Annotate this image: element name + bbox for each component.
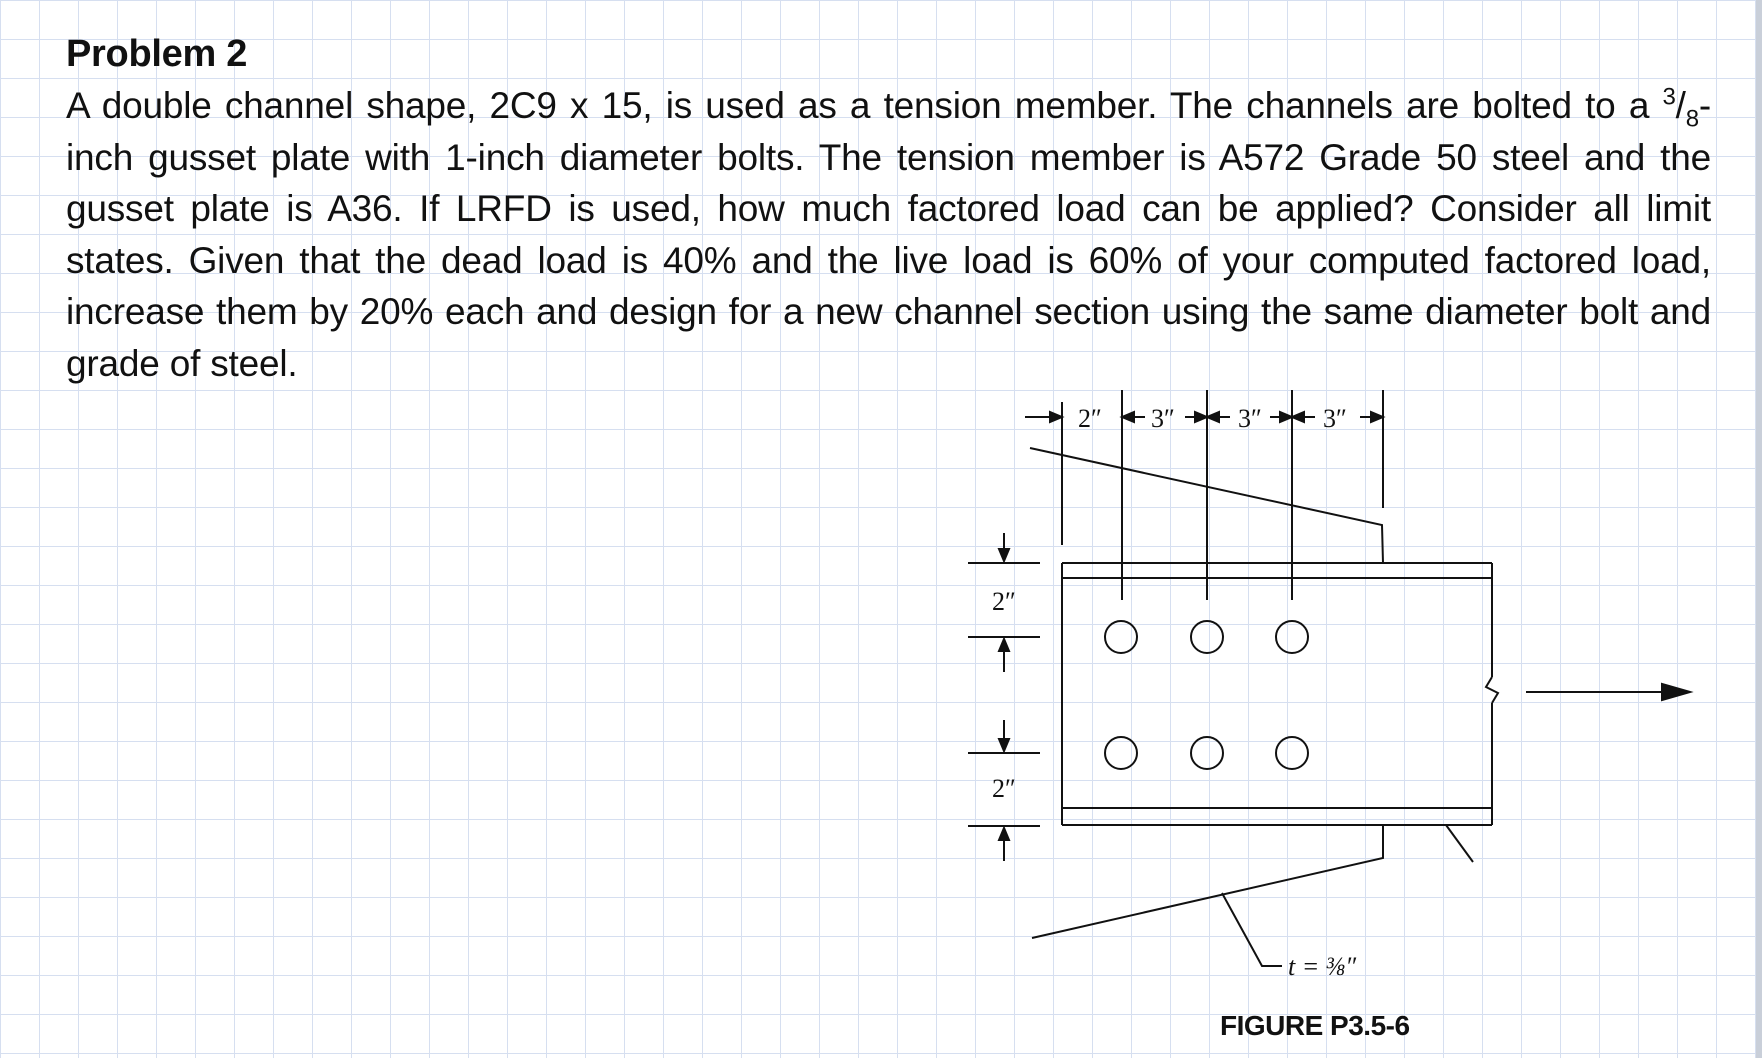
dim-2in-top: 2″ xyxy=(992,587,1016,616)
dim-3in-pitch-2: 3″ xyxy=(1238,404,1262,433)
dim-2in-edge: 2″ xyxy=(1078,404,1102,433)
dim-3in-pitch-1: 3″ xyxy=(1151,404,1175,433)
problem-title: Problem 2 xyxy=(66,33,248,75)
thickness-label: t = ⅜″ xyxy=(1288,952,1357,981)
dim-3in-pitch-3: 3″ xyxy=(1323,404,1347,433)
statement-part-1: A double channel shape, 2C9 x 15, is used as a tension member. The channels are bolted to a xyxy=(66,85,1663,126)
dim-2in-bottom: 2″ xyxy=(992,774,1016,803)
statement-part-2: -inch gusset plate with 1-inch diameter bolts. The tension member is A572 Grade 50 steel and the gusset plate is A36. If LRFD is used, how much factored load can be applied? Consider all limit states. Given that the dead load is 40% and the live load is 60% of your computed factored load, increase them by 20% each and design for a new channel section using the same diameter bolt and grade of steel. xyxy=(66,85,1711,384)
figure-caption: FIGURE P3.5-6 xyxy=(1220,1010,1410,1041)
plate-thickness-fraction: $^3/_8$ xyxy=(1662,83,1699,133)
